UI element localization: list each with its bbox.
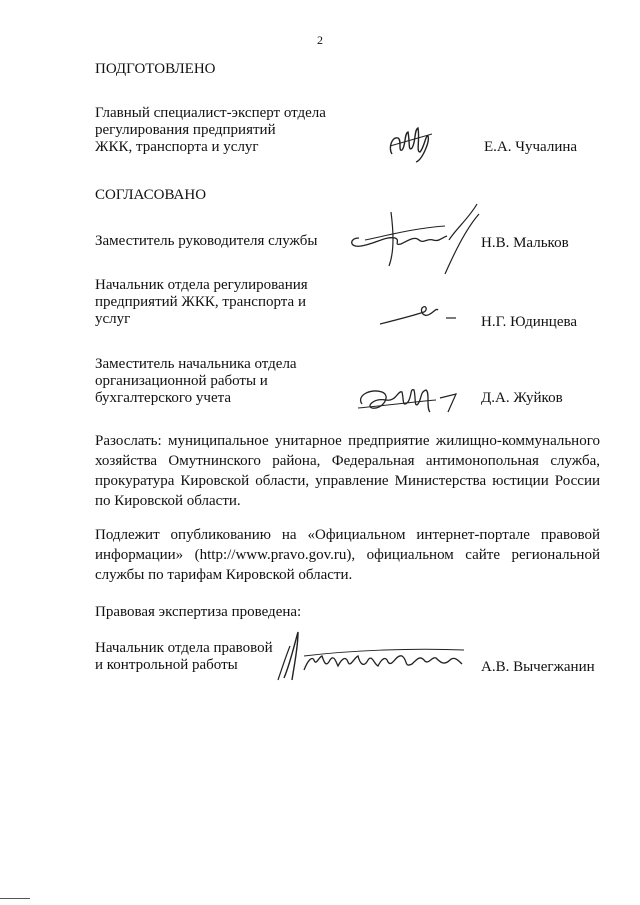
legal-review-note: Правовая экспертиза проведена:	[95, 604, 302, 620]
agreed-heading: СОГЛАСОВАНО	[95, 187, 207, 203]
signer-position-line: Начальник отдела регулирования	[95, 277, 308, 293]
distribution-paragraph: Разослать: муниципальное унитарное предприятие жилищно-коммунального хозяйства Омутнинского района, Федеральная антимонопольная служба, прокуратура Кировской области, управление Министерства юстиции России по Кировской области.	[95, 433, 600, 509]
legal-review-position-line: Начальник отдела правовой	[95, 640, 273, 656]
prepared-heading: ПОДГОТОВЛЕНО	[95, 61, 216, 77]
signature-yudintseva	[376, 300, 466, 330]
prepared-position-line: Главный специалист-эксперт отдела	[95, 105, 326, 121]
page-corner-mark	[0, 898, 30, 899]
signer-position-line: предприятий ЖКК, транспорта и	[95, 294, 306, 310]
legal-review-name: А.В. Вычегжанин	[481, 659, 595, 675]
signer-position-line: организационной работы и	[95, 373, 268, 389]
signer-position-line: услуг	[95, 311, 131, 327]
signer-position-line: Заместитель начальника отдела	[95, 356, 297, 372]
signer-position-line: бухгалтерского учета	[95, 390, 232, 406]
publication-paragraph: Подлежит опубликованию на «Официальном интернет-портале правовой информации» (http://www.pravo.gov.ru), официальном сайте региональной службы по тарифам Кировской области.	[95, 527, 600, 583]
signature-vychegzhanin	[264, 626, 474, 684]
signature-zhuikov	[352, 378, 472, 420]
signature-malkov	[345, 200, 495, 278]
signer-name: Д.А. Жуйков	[481, 390, 563, 406]
prepared-position-line: ЖКК, транспорта и услуг	[95, 139, 259, 155]
page-number: 2	[317, 33, 323, 47]
signer-name: Н.В. Мальков	[481, 235, 569, 251]
prepared-name: Е.А. Чучалина	[484, 139, 578, 155]
signer-position-line: Заместитель руководителя службы	[95, 233, 318, 249]
legal-review-position-line: и контрольной работы	[95, 657, 238, 673]
prepared-position-line: регулирования предприятий	[95, 122, 276, 138]
signature-chuchalina	[386, 122, 441, 164]
signer-name: Н.Г. Юдинцева	[481, 314, 578, 330]
